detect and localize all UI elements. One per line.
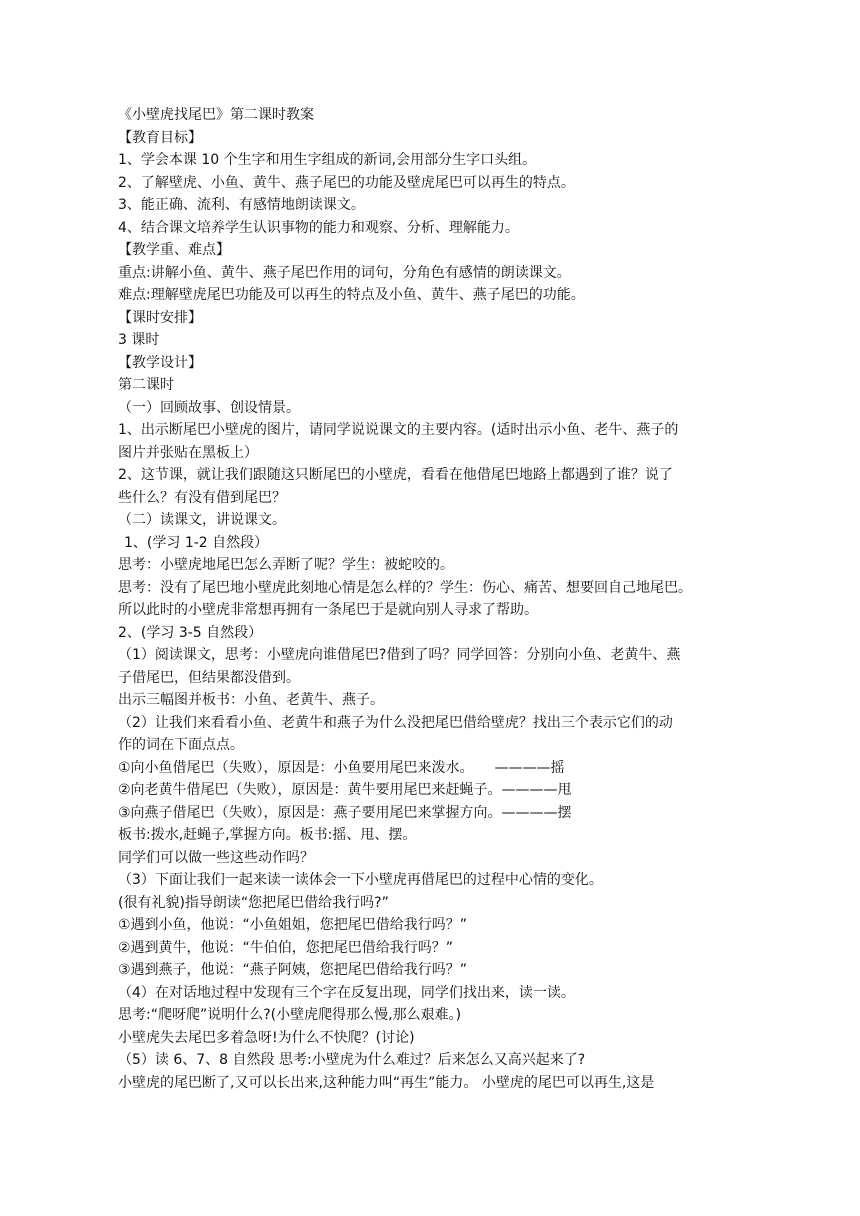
document-page: [118, 104, 738, 1094]
list-item: ②向老黄牛借尾巴（失败），原因是：黄牛要用尾巴来赶蝇子。————甩: [118, 782, 572, 798]
text-line: 所以此时的小壁虎非常想再拥有一条尾巴于是就向别人寻求了帮助。: [118, 602, 538, 618]
lesson-label: 第二课时: [118, 377, 174, 393]
schedule-text: 3 课时: [118, 332, 160, 348]
section-heading-key-points: 【教学重、难点】: [118, 242, 230, 258]
list-item: ③向燕子借尾巴（失败），原因是：燕子要用尾巴来掌握方向。————摆: [118, 804, 572, 821]
text-line: 思考：没有了尾巴地小壁虎此刻地心情是怎么样的？学生：伤心、痛苦、想要回自己地尾巴。: [118, 579, 692, 596]
text-line: （1）阅读课文，思考：小壁虎向谁借尾巴?借到了吗？同学回答：分别向小鱼、老黄牛、燕: [118, 647, 681, 663]
step-heading-2: （二）读课文，讲说课文。: [118, 512, 286, 528]
list-item: ③遇到燕子，他说：“燕子阿姨，您把尾巴借给我行吗？”: [118, 962, 468, 978]
section-heading-schedule: 【课时安排】: [118, 309, 202, 326]
text-line: （2）让我们来看看小鱼、老黄牛和燕子为什么没把尾巴借给壁虎？找出三个表示它们的动: [118, 714, 673, 731]
text-line: 些什么？有没有借到尾巴？: [118, 489, 286, 506]
text-line: 作的词在下面点点。: [118, 737, 244, 753]
list-item: ①遇到小鱼，他说：“小鱼姐姐，您把尾巴借给我行吗？”: [118, 917, 468, 933]
sub-heading-1: 1、(学习 1-2 自然段）: [124, 534, 269, 551]
difficult-point-text: 难点:理解壁虎尾巴功能及可以再生的特点及小鱼、黄牛、燕子尾巴的功能。: [118, 287, 585, 303]
goal-item-1: 1、学会本课 10 个生字和用生字组成的新词,会用部分生字口头组。: [118, 152, 537, 168]
list-item: ①向小鱼借尾巴（失败），原因是：小鱼要用尾巴来泼水。 ————摇: [118, 759, 565, 776]
section-heading-design: 【教学设计】: [118, 354, 202, 371]
text-line: 小壁虎的尾巴断了,又可以长出来,这种能力叫“再生”能力。 小壁虎的尾巴可以再生,这是: [118, 1074, 655, 1091]
sub-heading-2: 2、(学习 3-5 自然段）: [118, 624, 263, 641]
text-line: 2、这节课，就让我们跟随这只断尾巴的小壁虎，看看在他借尾巴地路上都遇到了谁？说了: [118, 467, 673, 483]
goal-item-4: 4、结合课文培养学生认识事物的能力和观察、分析、理解能力。: [118, 219, 519, 236]
text-line: 思考：小壁虎地尾巴怎么弄断了呢？学生：被蛇咬的。: [118, 557, 454, 573]
list-item: ②遇到黄牛，他说：“牛伯伯，您把尾巴借给我行吗？”: [118, 939, 454, 956]
text-line: (很有礼貌)指导朗读“您把尾巴借给我行吗?”: [118, 894, 389, 911]
goal-item-3: 3、能正确、流利、有感情地朗读课文。: [118, 197, 365, 213]
key-point-text: 重点:讲解小鱼、黄牛、燕子尾巴作用的词句，分角色有感情的朗读课文。: [118, 264, 571, 281]
text-line: （5）读 6、7、8 自然段 思考:小壁虎为什么难过？后来怎么又高兴起来了?: [118, 1052, 586, 1068]
goal-item-2: 2、了解壁虎、小鱼、黄牛、燕子尾巴的功能及壁虎尾巴可以再生的特点。: [118, 174, 575, 191]
text-line: 板书:拨水,赶蝇子,掌握方向。板书:摇、甩、摆。: [118, 827, 417, 843]
doc-title: 《小壁虎找尾巴》第二课时教案: [118, 107, 314, 123]
text-line: 同学们可以做一些这些动作吗？: [118, 849, 314, 866]
step-heading-1: （一）回顾故事、创设情景。: [118, 399, 300, 416]
text-line: 出示三幅图并板书：小鱼、老黄牛、燕子。: [118, 692, 384, 708]
text-line: 小壁虎失去尾巴多着急呀!为什么不快爬？(讨论): [118, 1029, 415, 1046]
text-line: 思考:“爬呀爬”说明什么?(小壁虎爬得那么慢,那么艰难。): [118, 1007, 462, 1023]
text-line: （4）在对话地过程中发现有三个字在反复出现，同学们找出来，读一读。: [118, 984, 575, 1001]
section-heading-goals: 【教育目标】: [118, 129, 202, 146]
text-line: （3）下面让我们一起来读一读体会一下小壁虎再借尾巴的过程中心情的变化。: [118, 872, 603, 888]
text-line: 子借尾巴，但结果都没借到。: [118, 669, 300, 686]
text-line: 图片并张贴在黑板上）: [118, 444, 258, 461]
text-line: 1、出示断尾巴小壁虎的图片，请同学说说课文的主要内容。(适时出示小鱼、老牛、燕子的: [118, 422, 679, 438]
